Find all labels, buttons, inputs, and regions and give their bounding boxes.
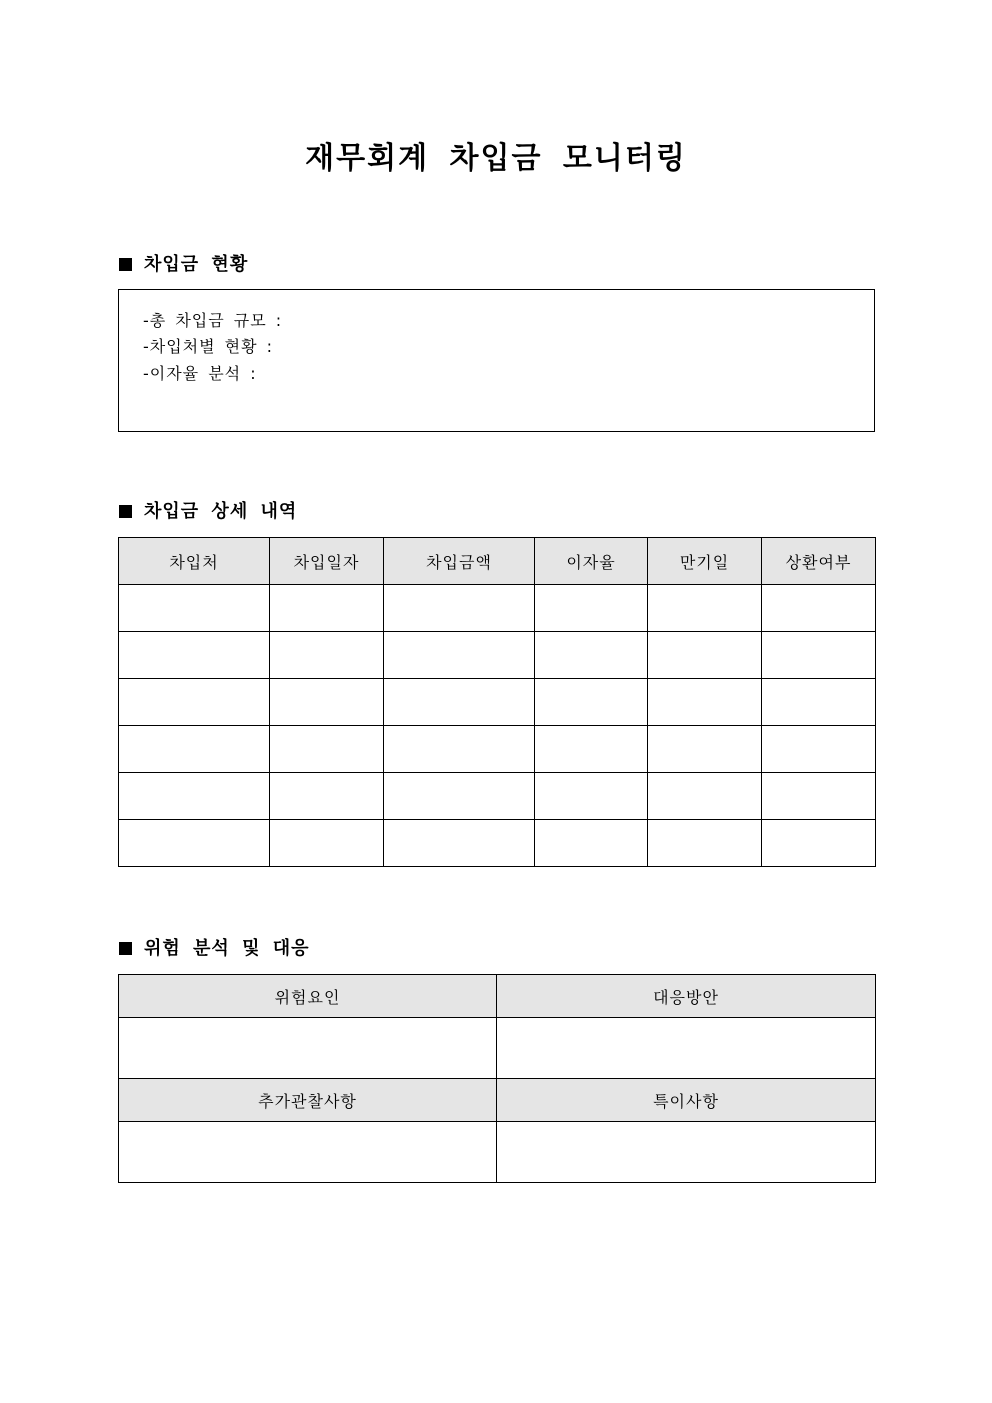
square-bullet-icon [119,505,132,518]
table-header-row [119,538,876,585]
square-bullet-icon [119,258,132,271]
table-row [119,1122,876,1183]
table-cell[interactable] [648,632,762,679]
table-cell[interactable] [535,820,648,867]
special-notes-cell[interactable] [497,1122,876,1183]
table-row [119,773,876,820]
table-cell[interactable] [648,726,762,773]
table-cell[interactable] [119,679,270,726]
section-heading-details [119,500,297,524]
table-cell[interactable] [762,773,876,820]
additional-observations-cell[interactable] [119,1122,497,1183]
page-title: 재무회계 차입금 모니터링 [305,141,687,176]
section-heading-risk [119,937,310,961]
column-header-lender: 차입처 [119,538,270,585]
table-cell[interactable] [270,585,384,632]
table-cell[interactable] [119,585,270,632]
table-cell[interactable] [535,679,648,726]
response-plan-cell[interactable] [497,1018,876,1079]
table-cell[interactable] [270,820,384,867]
additional-observations-header: 추가관찰사항 [119,1079,497,1122]
table-cell[interactable] [384,726,535,773]
table-cell[interactable] [535,632,648,679]
table-cell[interactable] [648,585,762,632]
section-heading-label: 위험 분석 및 대응 [144,938,310,959]
table-header-row [119,1079,876,1122]
column-header-amount: 차입금액 [384,538,535,585]
table-cell[interactable] [270,773,384,820]
column-header-date: 차입일자 [270,538,384,585]
table-cell[interactable] [762,632,876,679]
table-cell[interactable] [648,773,762,820]
borrowing-detail-table [118,537,876,867]
table-row [119,632,876,679]
table-cell[interactable] [762,679,876,726]
table-cell[interactable] [384,679,535,726]
section-heading-label: 차입금 상세 내역 [144,501,298,522]
table-cell[interactable] [648,679,762,726]
table-cell[interactable] [762,585,876,632]
table-cell[interactable] [119,726,270,773]
table-cell[interactable] [270,632,384,679]
column-header-rate: 이자율 [535,538,648,585]
lender-status-line: -차입처별 현황 : [143,337,274,356]
risk-factor-header: 위험요인 [119,975,497,1018]
total-borrowing-line: -총 차입금 규모 : [143,311,283,330]
column-header-repaid: 상환여부 [762,538,876,585]
table-cell[interactable] [384,632,535,679]
table-cell[interactable] [535,726,648,773]
table-row [119,726,876,773]
column-header-maturity: 만기일 [648,538,762,585]
table-cell[interactable] [270,726,384,773]
table-cell[interactable] [535,773,648,820]
table-cell[interactable] [119,773,270,820]
risk-factor-cell[interactable] [119,1018,497,1079]
table-row [119,585,876,632]
special-notes-header: 특이사항 [497,1079,876,1122]
section-heading-status [119,253,248,277]
risk-analysis-table [118,974,876,1183]
table-row [119,820,876,867]
response-plan-header: 대응방안 [497,975,876,1018]
section-heading-label: 차입금 현황 [144,254,249,275]
square-bullet-icon [119,942,132,955]
table-cell[interactable] [270,679,384,726]
table-cell[interactable] [535,585,648,632]
table-row [119,1018,876,1079]
table-cell[interactable] [119,632,270,679]
table-cell[interactable] [384,820,535,867]
status-summary-box [118,289,875,432]
interest-analysis-line: -이자율 분석 : [143,364,257,383]
table-cell[interactable] [119,820,270,867]
table-cell[interactable] [384,585,535,632]
table-cell[interactable] [762,820,876,867]
table-row [119,679,876,726]
table-cell[interactable] [384,773,535,820]
table-cell[interactable] [762,726,876,773]
table-header-row [119,975,876,1018]
table-cell[interactable] [648,820,762,867]
